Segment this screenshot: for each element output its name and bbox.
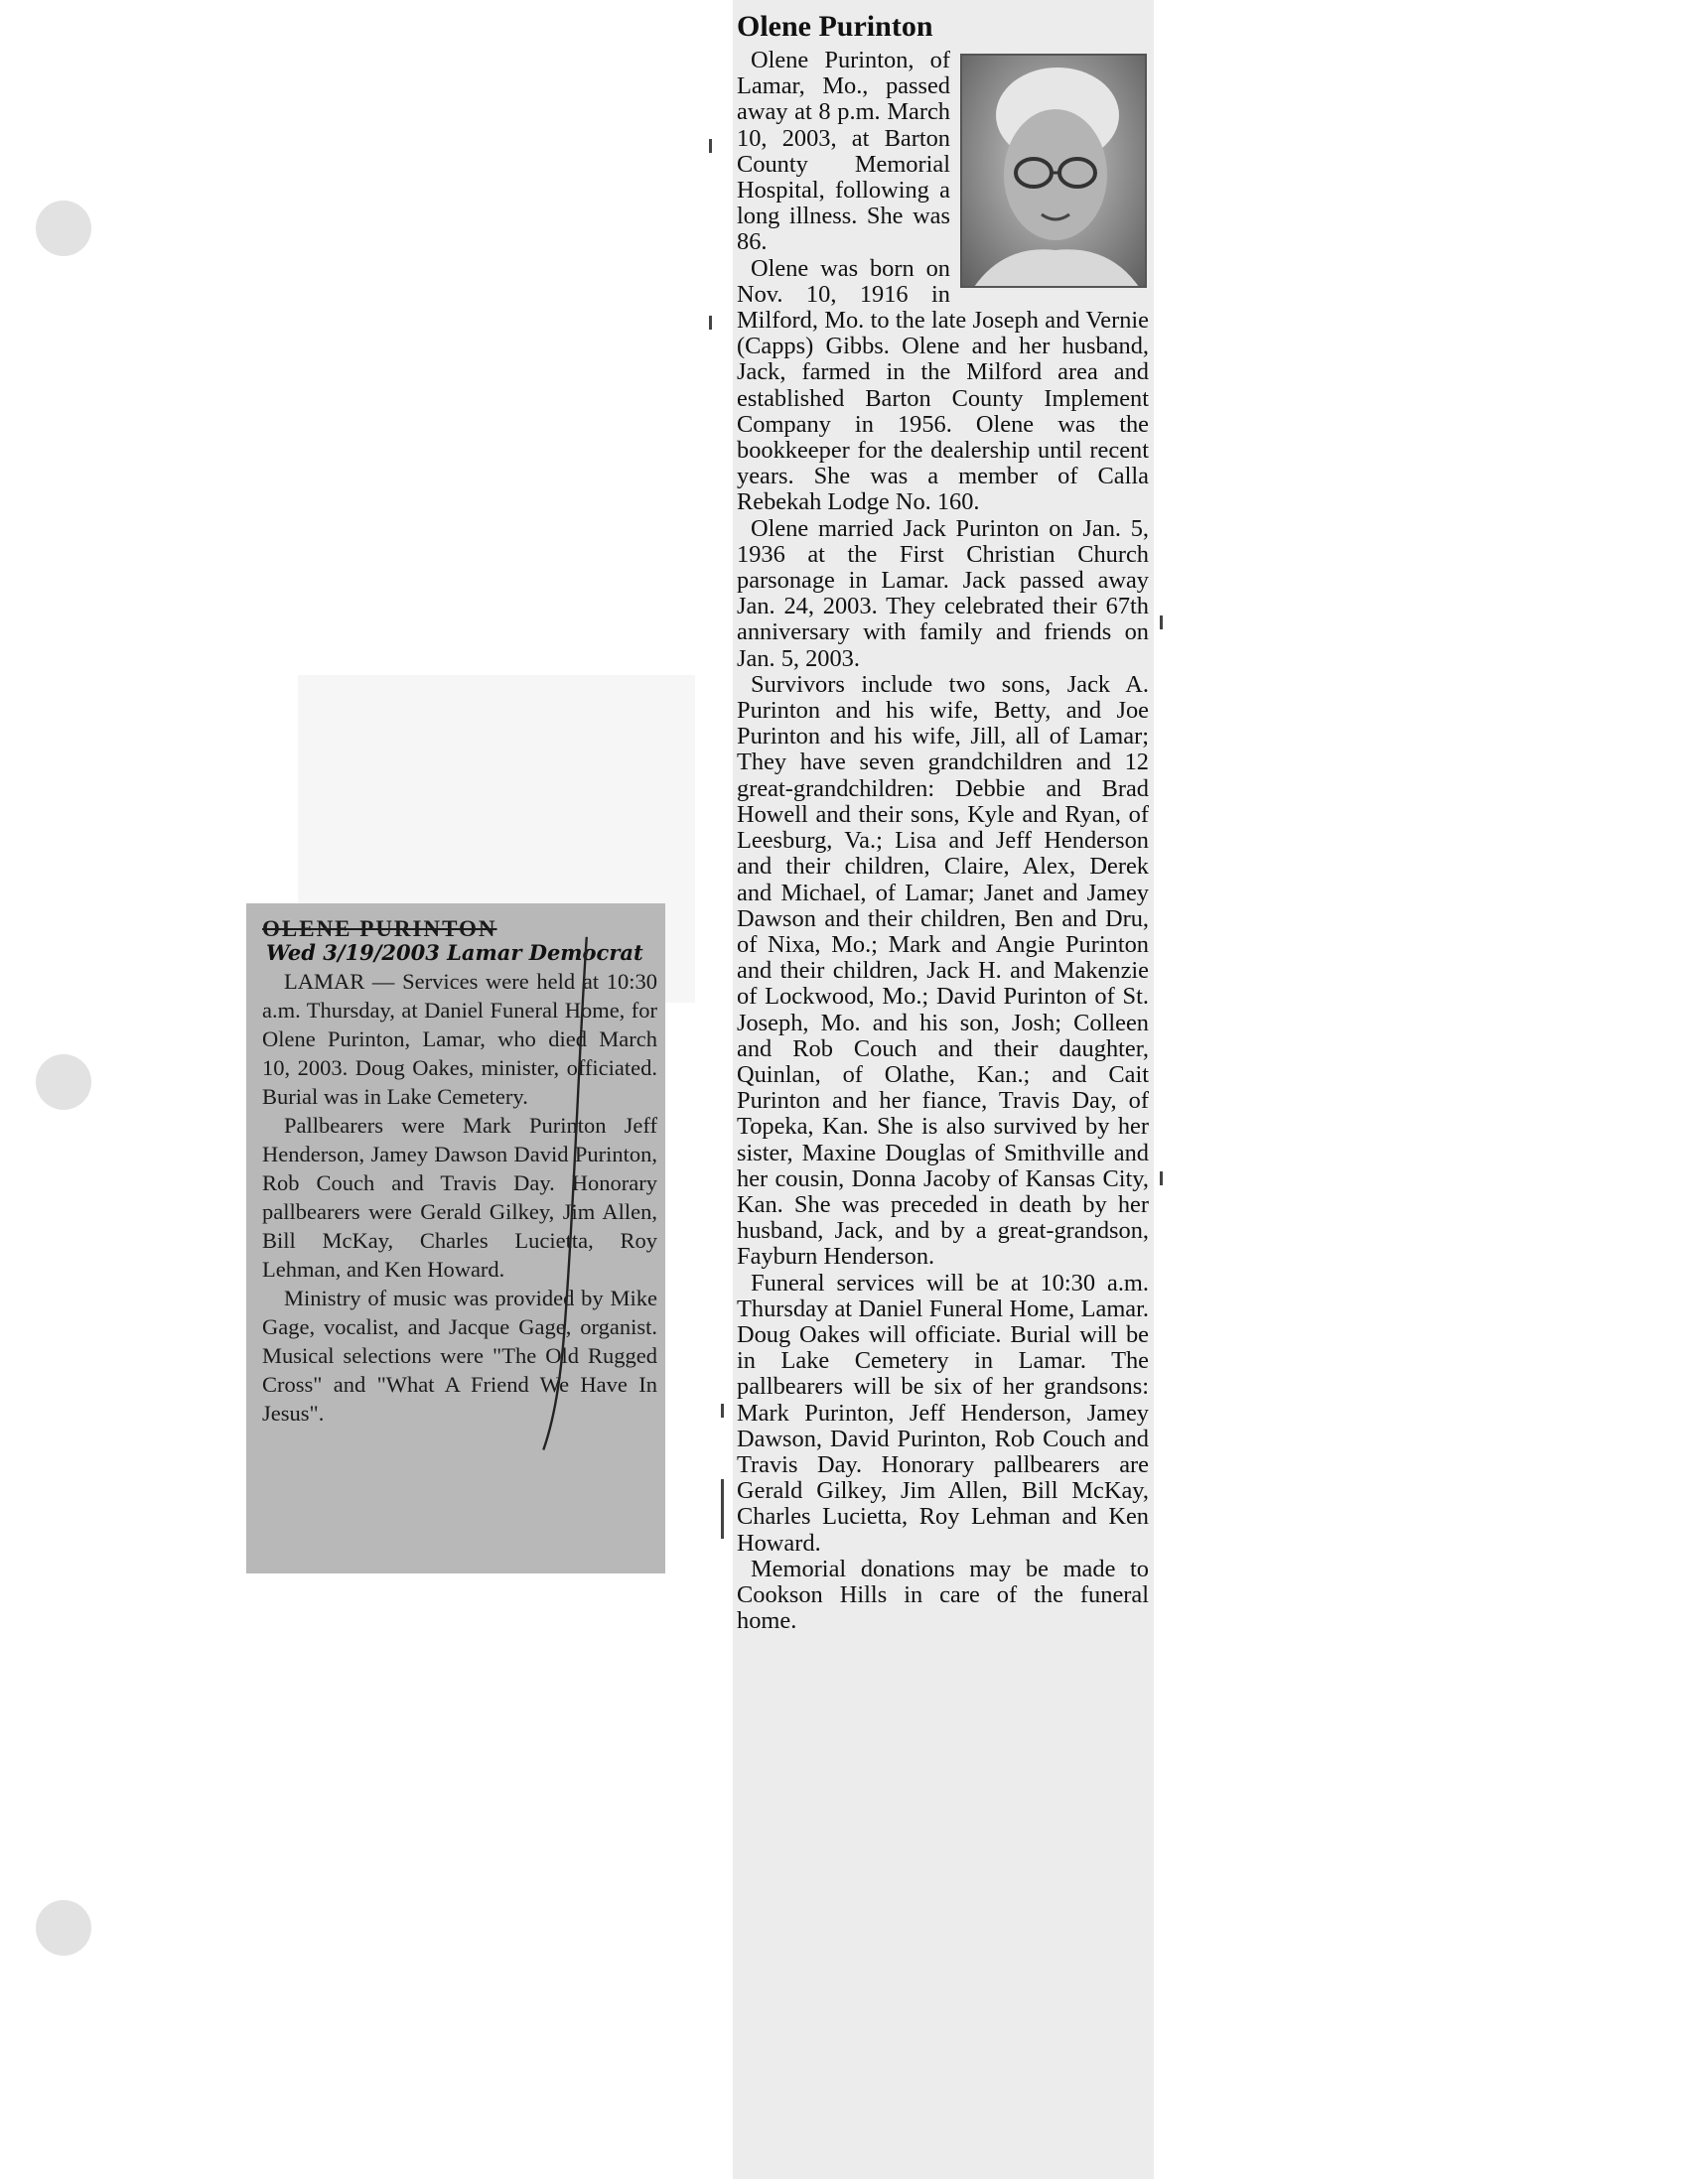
scan-speck [721,1479,724,1539]
obituary-paragraph: Olene Purinton, of Lamar, Mo., passed away at 8 p.m. March 10, 2003, at Barton County Memorial Hospital, following a long illness. She was 86. [737,47,950,256]
pen-mark [536,933,596,1459]
obituary-paragraph: Funeral services will be at 10:30 a.m. Thursday at Daniel Funeral Home, Lamar. Doug Oakes will officiate. Burial will be in Lake Cemetery in Lamar. The pallbearers will be six of her grandsons: Mark Purinton, Jeff Henderson, Jamey Dawson, David Purinton, Rob Couch and Travis Day. Honorary pallbearers are Gerald Gilkey, Jim Allen, Bill McKay, Charles Lucietta, Roy Lehman and Ken Howard. [737,1269,1149,1557]
obituary-body [737,48,1149,1634]
small-clipping-paragraph: Pallbearers were Mark Purinton Jeff Henderson, Jamey Dawson David Purinton, Rob Couch and Travis Day. Honorary pallbearers were Gerald Gilkey, Jim Allen, Bill McKay, Charles Lucietta, Roy Lehman, and Ken Howard. [262,1113,657,1282]
scan-speck [1160,615,1163,629]
punch-hole-top [36,201,91,256]
obituary-paragraph: Olene married Jack Purinton on Jan. 5, 1936 at the First Christian Church parsonage in Lamar. Jack passed away Jan. 24, 2003. They celebrated their 67th anniversary with family and friends on Jan. 5, 2003. [737,514,1149,672]
obituary-paragraph: Memorial donations may be made to Cookson Hills in care of the funeral home. [737,1555,1149,1635]
small-clipping-heading: OLENE PURINTON [262,916,497,941]
scan-speck [721,1404,724,1418]
large-obituary-clipping [733,0,1154,2179]
portrait-photo [960,54,1147,288]
obituary-paragraph: Survivors include two sons, Jack A. Purinton and his wife, Betty, and Joe Purinton and his wife, Jill, all of Lamar; They have seven grandchildren and 12 great-grandchildren: Debbie and Brad Howell and their sons, Kyle and Ryan, of Leesburg, Va.; Lisa and Jeff Henderson and their children, Claire, Alex, Derek and Michael, of Lamar; Janet and Jamey Dawson and their children, Ben and Dru, of Nixa, Mo.; Mark and Angie Purinton and their children, Jack H. and Makenzie of Lockwood, Mo.; David Purinton of St. Joseph, Mo. and his son, Josh; Colleen and Rob Couch and their daughter, Quinlan, of Olathe, Kan.; and Cait Purinton and her fiance, Travis Day, of Topeka, Kan. She is also survived by her sister, Maxine Douglas of Smithville and her cousin, Donna Jacoby of Kansas City, Kan. She was preceded in death by her husband, Jack, and by a great-grandson, Fayburn Henderson. [737,670,1149,1271]
small-clipping-paragraph: LAMAR — Services were held at 10:30 a.m. Thursday, at Daniel Funeral Home, for Olene Purinton, Lamar, who died March 10, 2003. Doug Oakes, minister, officiated. Burial was in Lake Cemetery. [262,969,657,1109]
small-obituary-clipping [246,903,665,1573]
obituary-title: Olene Purinton [737,10,933,43]
scan-speck [709,139,712,153]
obituary-paragraph: Olene was born on Nov. 10, 1916 in Milford, Mo. to the late Joseph and Vernie (Capps) Gibbs. Olene and her husband, Jack, farmed in the Milford area and established Barton County Implement Company in 1956. Olene was the bookkeeper for the dealership until recent years. She was a member of Calla Rebekah Lodge No. 160. [737,254,1149,516]
scan-speck [1160,1171,1163,1185]
punch-hole-middle [36,1054,91,1110]
small-clipping-paragraph: Ministry of music was provided by Mike Gage, vocalist, and Jacque Gage, organist. Musical selections were "The Old Rugged Cross" and "What A Friend We Have In Jesus". [262,1286,657,1426]
punch-hole-bottom [36,1900,91,1956]
handwritten-note: Wed 3/19/2003 Lamar Democrat [266,940,643,965]
scan-speck [709,316,712,330]
